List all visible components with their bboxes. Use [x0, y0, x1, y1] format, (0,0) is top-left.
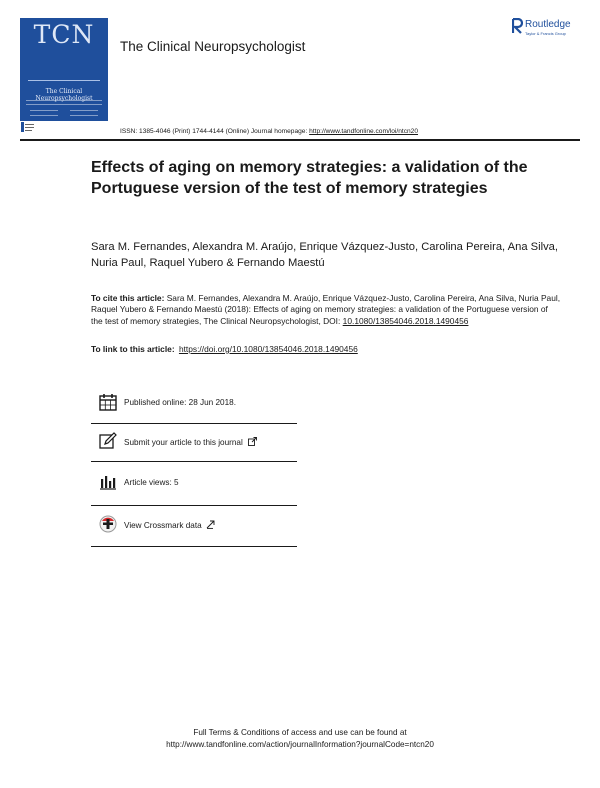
cover-publisher-mark [21, 122, 35, 133]
journal-homepage-link[interactable]: http://www.tandfonline.com/loi/ntcn20 [309, 128, 419, 135]
external-link-icon [206, 520, 215, 529]
published-row [99, 393, 297, 415]
article-title: Effects of aging on memory strategies: a validation of the Portuguese version of the test of memory strategies [91, 159, 528, 197]
crossmark-icon [99, 515, 117, 533]
citation-text: Sara M. Fernandes, Alexandra M. Araújo, Enrique Vázquez-Justo, Carolina Pereira, Ana Silva, Nuria Paul, Raquel Yubero & Fernando Maestú (2018): Effects of aging on memory strategies: a validation of the Portuguese version of the test of memory strategies, The Clinical Neuropsychologist, DOI: [91, 293, 561, 326]
article-link-label: To link to this article: [91, 344, 175, 354]
citation-doi-link[interactable]: 10.1080/13854046.2018.1490456 [342, 315, 469, 326]
cover-logo: TCN [33, 20, 95, 49]
journal-title: The Clinical Neuropsychologist [120, 39, 306, 54]
issn-line [120, 128, 418, 135]
info-divider [91, 505, 297, 506]
article-link-line [91, 344, 561, 354]
cover-text-line [30, 115, 58, 116]
routledge-icon [512, 18, 523, 38]
crossmark-label: View Crossmark data [124, 521, 202, 530]
issn-text: ISSN: 1385-4046 (Print) 1744-4144 (Online) Journal homepage: [120, 128, 308, 135]
cover-text-line [70, 115, 98, 116]
views-row [99, 473, 297, 495]
publisher-logo [512, 18, 592, 40]
submit-row[interactable] [99, 432, 297, 454]
bar-chart-icon [99, 473, 117, 491]
cover-text-line [70, 110, 98, 111]
info-divider [91, 546, 297, 547]
info-divider [91, 461, 297, 462]
submit-article-label: Submit your article to this journal [124, 438, 243, 447]
published-date: Published online: 28 Jun 2018. [124, 398, 236, 407]
citation-label: To cite this article: [91, 293, 165, 303]
header-divider [20, 139, 580, 141]
routledge-small-logo [21, 122, 35, 132]
cover-text-line [30, 110, 58, 111]
crossmark-row[interactable] [99, 515, 297, 537]
terms-line: Full Terms & Conditions of access and use can be found at [193, 728, 407, 737]
crossmark-link[interactable] [124, 520, 215, 530]
cover-title: The Clinical Neuropsychologist [35, 88, 93, 102]
info-divider [91, 423, 297, 424]
submit-article-link[interactable] [124, 437, 257, 447]
citation-block [91, 293, 561, 327]
cover-text-line [26, 104, 102, 105]
article-doi-link[interactable]: https://doi.org/10.1080/13854046.2018.1490456 [178, 344, 358, 354]
calendar-icon [99, 393, 117, 411]
cover-divider [28, 80, 100, 81]
cover-text-line [26, 100, 102, 101]
external-link-icon [248, 437, 257, 446]
terms-footer [0, 727, 600, 750]
journal-cover [20, 18, 108, 121]
article-views: Article views: 5 [124, 478, 179, 487]
terms-url[interactable]: http://www.tandfonline.com/action/journalInformation?journalCode=ntcn20 [166, 739, 434, 749]
article-authors: Sara M. Fernandes, Alexandra M. Araújo, Enrique Vázquez-Justo, Carolina Pereira, Ana Silva, Nuria Paul, Raquel Yubero & Fernando Maestú [91, 241, 559, 269]
publisher-subtitle: Taylor & Francis Group [525, 31, 566, 36]
edit-icon [99, 432, 117, 450]
publisher-name: Routledge [525, 19, 571, 30]
